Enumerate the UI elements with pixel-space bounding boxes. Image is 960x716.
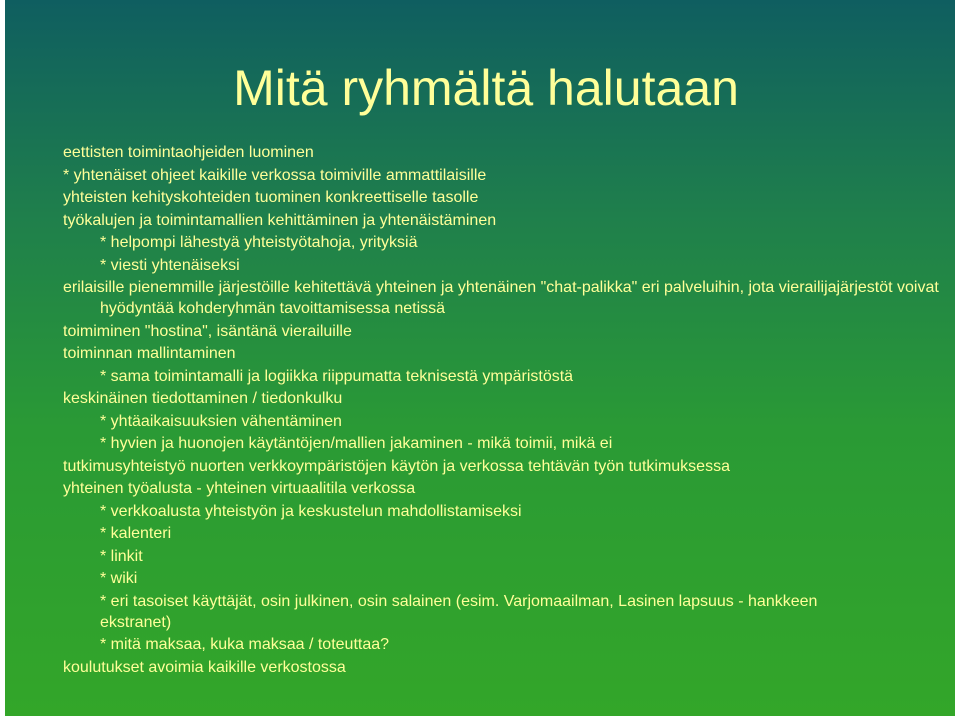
list-item: * helpompi lähestyä yhteistyötahoja, yrityksiä (100, 234, 418, 251)
list-item: * verkkoalusta yhteistyön ja keskustelun mahdollistamiseksi (100, 502, 522, 520)
list-item: * mitä maksaa, kuka maksaa / toteuttaa? (100, 636, 390, 653)
list-item: yhteinen työalusta - yhteinen virtuaalitila verkossa (63, 480, 416, 497)
list-item: toiminnan mallintaminen (63, 345, 236, 362)
list-item: * wiki (100, 570, 138, 587)
list-item: * eri tasoiset käyttäjät, osin julkinen, osin salainen (esim. Varjomaailman, Lasinen lapsuus - hankkeen ekstranet) (100, 592, 818, 631)
list-item: toimiminen "hostina", isäntänä vierailuille (63, 322, 352, 340)
list-item: * hyvien ja huonojen käytäntöjen/mallien jakaminen - mikä toimii, mikä ei (100, 435, 613, 452)
list-item: * yhtäaikaisuuksien vähentäminen (100, 412, 342, 430)
list-item: työkalujen ja toimintamallien kehittäminen ja yhtenäistäminen (63, 211, 497, 229)
list-item: keskinäinen tiedottaminen / tiedonkulku (63, 390, 343, 407)
list-item: koulutukset avoimia kaikille verkostossa (63, 658, 346, 676)
list-item: tutkimusyhteistyö nuorten verkkoympäristöjen käytön ja verkossa tehtävän työn tutkimuksessa (63, 457, 730, 475)
slide-title: Mitä ryhmältä halutaan (233, 60, 739, 116)
list-item: * kalenteri (100, 525, 172, 542)
list-item: * linkit (100, 547, 143, 565)
list-item: * viesti yhtenäiseksi (100, 256, 240, 274)
list-item: erilaisille pienemmille järjestöille kehitettävä yhteinen ja yhtenäinen "chat-palikka" eri palveluihin, jota vierailijajärjestöt voivat hyödyntää kohderyhmän tavoittamisessa netissä (63, 279, 939, 317)
list-item: * sama toimintamalli ja logiikka riippumatta teknisestä ympäristöstä (100, 367, 574, 385)
slide-body (63, 142, 943, 679)
list-item: * yhtenäiset ohjeet kaikille verkossa toimiville ammattilaisille (63, 166, 487, 184)
list-item: eettisten toimintaohjeiden luominen (63, 144, 314, 161)
list-item: yhteisten kehityskohteiden tuominen konkreettiselle tasolle (63, 189, 479, 206)
slide (5, 0, 955, 716)
